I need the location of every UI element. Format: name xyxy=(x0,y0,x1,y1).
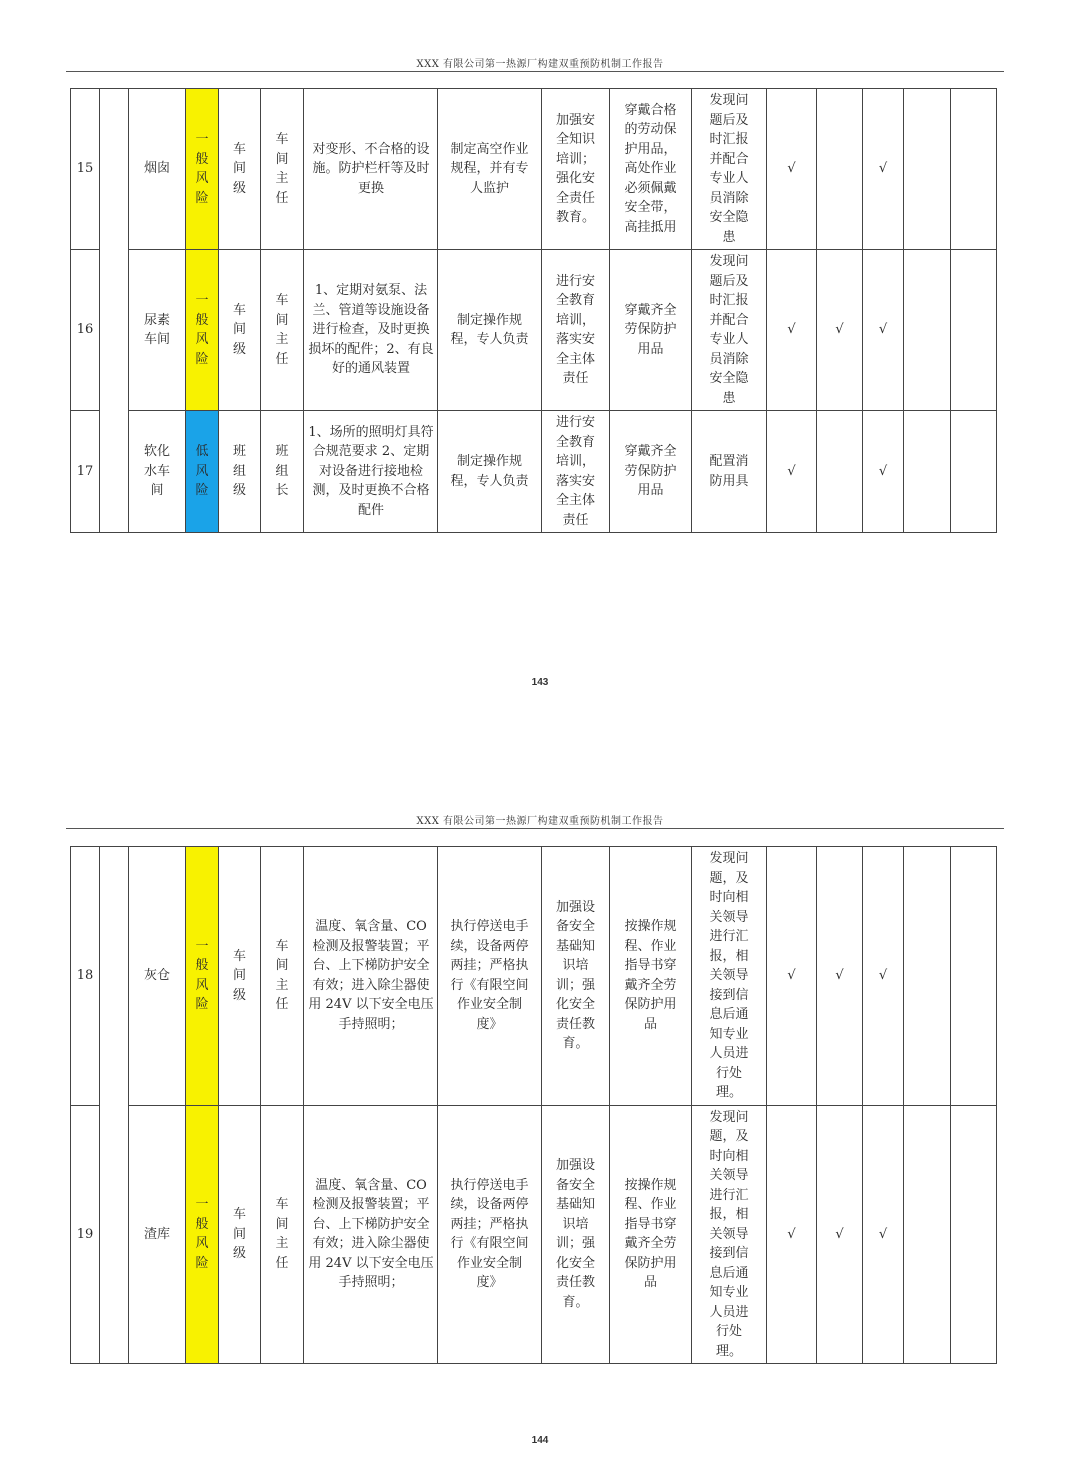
responsible-cell xyxy=(261,250,304,411)
check-cell: √ xyxy=(817,1105,863,1364)
row-index: 18 xyxy=(71,847,100,1106)
emergency-measures-cell xyxy=(692,847,767,1106)
check-cell xyxy=(817,411,863,533)
risk-control-table xyxy=(70,88,997,533)
check-cell: √ xyxy=(767,1105,817,1364)
emergency-measures-cell xyxy=(692,89,767,250)
row-index: 19 xyxy=(71,1105,100,1364)
risk-level-text: 一般风险 xyxy=(195,1197,209,1271)
management-measures-text: 执行停送电手续，设备两停两挂；严格执行《有限空间作业安全制度》 xyxy=(450,1177,529,1291)
location-text: 灰仓 xyxy=(143,968,170,983)
management-measures-cell xyxy=(438,1105,542,1364)
management-measures-cell xyxy=(438,411,542,533)
engineering-measures-text: 对变形、不合格的设施。防护栏杆等及时更换 xyxy=(312,141,430,196)
personal-protection-cell xyxy=(610,250,692,411)
personal-protection-text: 穿戴齐全劳保防护用品 xyxy=(624,444,677,499)
location-cell xyxy=(129,847,186,1106)
emergency-measures-text: 发现问题，及时向相关领导进行汇报，相关领导接到信息后通知专业人员进行处理。 xyxy=(709,851,749,1100)
header-rule xyxy=(66,71,1004,72)
page-number: 143 xyxy=(531,677,549,688)
management-measures-text: 制定操作规程，专人负责 xyxy=(450,312,529,347)
location-text: 软化水车间 xyxy=(143,444,170,499)
control-level-text: 车间级 xyxy=(232,302,246,357)
responsible-text: 车间主任 xyxy=(275,293,289,367)
check-cell xyxy=(904,89,951,250)
training-measures-cell xyxy=(542,1105,610,1364)
emergency-measures-cell xyxy=(692,411,767,533)
responsible-text: 车间主任 xyxy=(275,1197,289,1271)
check-cell: √ xyxy=(767,250,817,411)
responsible-text: 车间主任 xyxy=(275,132,289,206)
location-cell xyxy=(129,1105,186,1364)
engineering-measures-text: 1、场所的照明灯具符合规范要求 2、定期对设备进行接地检测，及时更换不合格配件 xyxy=(308,424,434,518)
risk-level-cell xyxy=(186,847,219,1106)
control-level-cell xyxy=(219,1105,261,1364)
responsible-text: 班组长 xyxy=(275,444,289,499)
table-row xyxy=(71,1105,997,1364)
header-rule xyxy=(66,828,1004,829)
location-cell xyxy=(129,250,186,411)
check-cell xyxy=(904,411,951,533)
emergency-measures-text: 发现问题后及时汇报并配合专业人员消除安全隐患 xyxy=(709,254,749,406)
emergency-measures-cell xyxy=(692,250,767,411)
risk-level-cell xyxy=(186,250,219,411)
check-cell: √ xyxy=(863,847,904,1106)
responsible-cell xyxy=(261,1105,304,1364)
row-index: 15 xyxy=(71,89,100,250)
control-level-cell xyxy=(219,847,261,1106)
management-measures-cell xyxy=(438,89,542,250)
risk-level-text: 一般风险 xyxy=(195,132,209,206)
engineering-measures-text: 1、定期对氨泵、法兰、管道等设施设备进行检查，及时更换损坏的配件；2、有良好的通风装置 xyxy=(308,283,434,377)
merged-category-cell xyxy=(100,847,129,1364)
risk-level-cell xyxy=(186,89,219,250)
personal-protection-text: 穿戴齐全劳保防护用品 xyxy=(624,302,677,357)
check-cell: √ xyxy=(863,1105,904,1364)
location-text: 渣库 xyxy=(143,1226,170,1242)
personal-protection-text: 按操作规程、作业指导书穿戴齐全劳保防护用品 xyxy=(624,1177,677,1291)
responsible-cell xyxy=(261,411,304,533)
responsible-cell xyxy=(261,89,304,250)
training-measures-text: 加强安全知识培训；强化安全责任教育。 xyxy=(555,112,595,225)
management-measures-cell xyxy=(438,847,542,1106)
check-cell xyxy=(817,89,863,250)
control-level-text: 车间级 xyxy=(232,948,246,1003)
emergency-measures-text: 发现问题后及时汇报并配合专业人员消除安全隐患 xyxy=(709,93,749,245)
check-cell xyxy=(904,1105,951,1364)
emergency-measures-text: 发现问题，及时向相关领导进行汇报，相关领导接到信息后通知专业人员进行处理。 xyxy=(709,1109,749,1359)
table-row xyxy=(71,411,997,533)
control-level-cell xyxy=(219,89,261,250)
check-cell xyxy=(951,250,997,411)
table-row xyxy=(71,847,997,1106)
check-cell: √ xyxy=(863,89,904,250)
check-cell: √ xyxy=(863,411,904,533)
personal-protection-cell xyxy=(610,1105,692,1364)
check-cell: √ xyxy=(863,250,904,411)
location-cell xyxy=(129,411,186,533)
row-index: 17 xyxy=(71,411,100,533)
risk-level-cell xyxy=(186,411,219,533)
emergency-measures-text: 配置消防用具 xyxy=(709,454,749,489)
table-row xyxy=(71,89,997,250)
control-level-cell xyxy=(219,250,261,411)
check-cell: √ xyxy=(767,847,817,1106)
training-measures-cell xyxy=(542,250,610,411)
page-header-title: XXX 有限公司第一热源厂构建双重预防机制工作报告 xyxy=(416,59,664,70)
control-level-cell xyxy=(219,411,261,533)
check-cell xyxy=(951,1105,997,1364)
training-measures-cell xyxy=(542,89,610,250)
personal-protection-cell xyxy=(610,847,692,1106)
training-measures-cell xyxy=(542,847,610,1106)
control-level-text: 班组级 xyxy=(232,444,246,499)
control-level-text: 车间级 xyxy=(232,141,246,196)
risk-control-table xyxy=(70,846,997,1364)
check-cell xyxy=(904,250,951,411)
engineering-measures-text: 温度、氧含量、CO 检测及报警装置；平台、上下梯防护安全有效；进入除尘器使用 24V 以下安全电压手持照明； xyxy=(308,919,434,1032)
engineering-measures-cell xyxy=(304,411,438,533)
personal-protection-text: 穿戴合格的劳动保护用品，高处作业必须佩戴安全带，高挂抵用 xyxy=(624,102,677,235)
training-measures-text: 加强设备安全基础知识培训；强化安全责任教育。 xyxy=(555,899,595,1052)
page-144 xyxy=(0,755,1080,1470)
training-measures-text: 进行安全教育培训，落实安全主体责任 xyxy=(555,415,595,528)
personal-protection-cell xyxy=(610,89,692,250)
table-row xyxy=(71,250,997,411)
page-number: 144 xyxy=(531,1435,549,1446)
risk-level-text: 一般风险 xyxy=(195,293,209,367)
risk-level-cell xyxy=(186,1105,219,1364)
emergency-measures-cell xyxy=(692,1105,767,1364)
check-cell: √ xyxy=(767,411,817,533)
check-cell xyxy=(951,89,997,250)
check-cell: √ xyxy=(817,250,863,411)
personal-protection-cell xyxy=(610,411,692,533)
training-measures-cell xyxy=(542,411,610,533)
training-measures-text: 加强设备安全基础知识培训；强化安全责任教育。 xyxy=(555,1158,595,1310)
risk-level-text: 一般风险 xyxy=(195,938,209,1013)
check-cell: √ xyxy=(767,89,817,250)
engineering-measures-cell xyxy=(304,250,438,411)
page-header-title: XXX 有限公司第一热源厂构建双重预防机制工作报告 xyxy=(416,816,664,827)
responsible-cell xyxy=(261,847,304,1106)
management-measures-cell xyxy=(438,250,542,411)
management-measures-text: 制定操作规程，专人负责 xyxy=(450,454,529,489)
engineering-measures-text: 温度、氧含量、CO 检测及报警装置；平台、上下梯防护安全有效；进入除尘器使用 24V 以下安全电压手持照明； xyxy=(308,1177,434,1291)
responsible-text: 车间主任 xyxy=(275,938,289,1013)
engineering-measures-cell xyxy=(304,1105,438,1364)
management-measures-text: 制定高空作业规程，并有专人监护 xyxy=(450,141,529,196)
check-cell xyxy=(951,847,997,1106)
location-text: 烟囱 xyxy=(143,161,170,177)
check-cell xyxy=(904,847,951,1106)
personal-protection-text: 按操作规程、作业指导书穿戴齐全劳保防护用品 xyxy=(624,919,677,1032)
management-measures-text: 执行停送电手续，设备两停两挂；严格执行《有限空间作业安全制度》 xyxy=(450,919,529,1032)
location-text: 尿素车间 xyxy=(143,312,170,347)
engineering-measures-cell xyxy=(304,847,438,1106)
risk-level-text: 低风险 xyxy=(195,444,209,499)
control-level-text: 车间级 xyxy=(232,1207,246,1261)
training-measures-text: 进行安全教育培训，落实安全主体责任 xyxy=(555,273,595,386)
row-index: 16 xyxy=(71,250,100,411)
engineering-measures-cell xyxy=(304,89,438,250)
location-cell xyxy=(129,89,186,250)
merged-category-cell xyxy=(100,89,129,533)
check-cell xyxy=(951,411,997,533)
check-cell: √ xyxy=(817,847,863,1106)
